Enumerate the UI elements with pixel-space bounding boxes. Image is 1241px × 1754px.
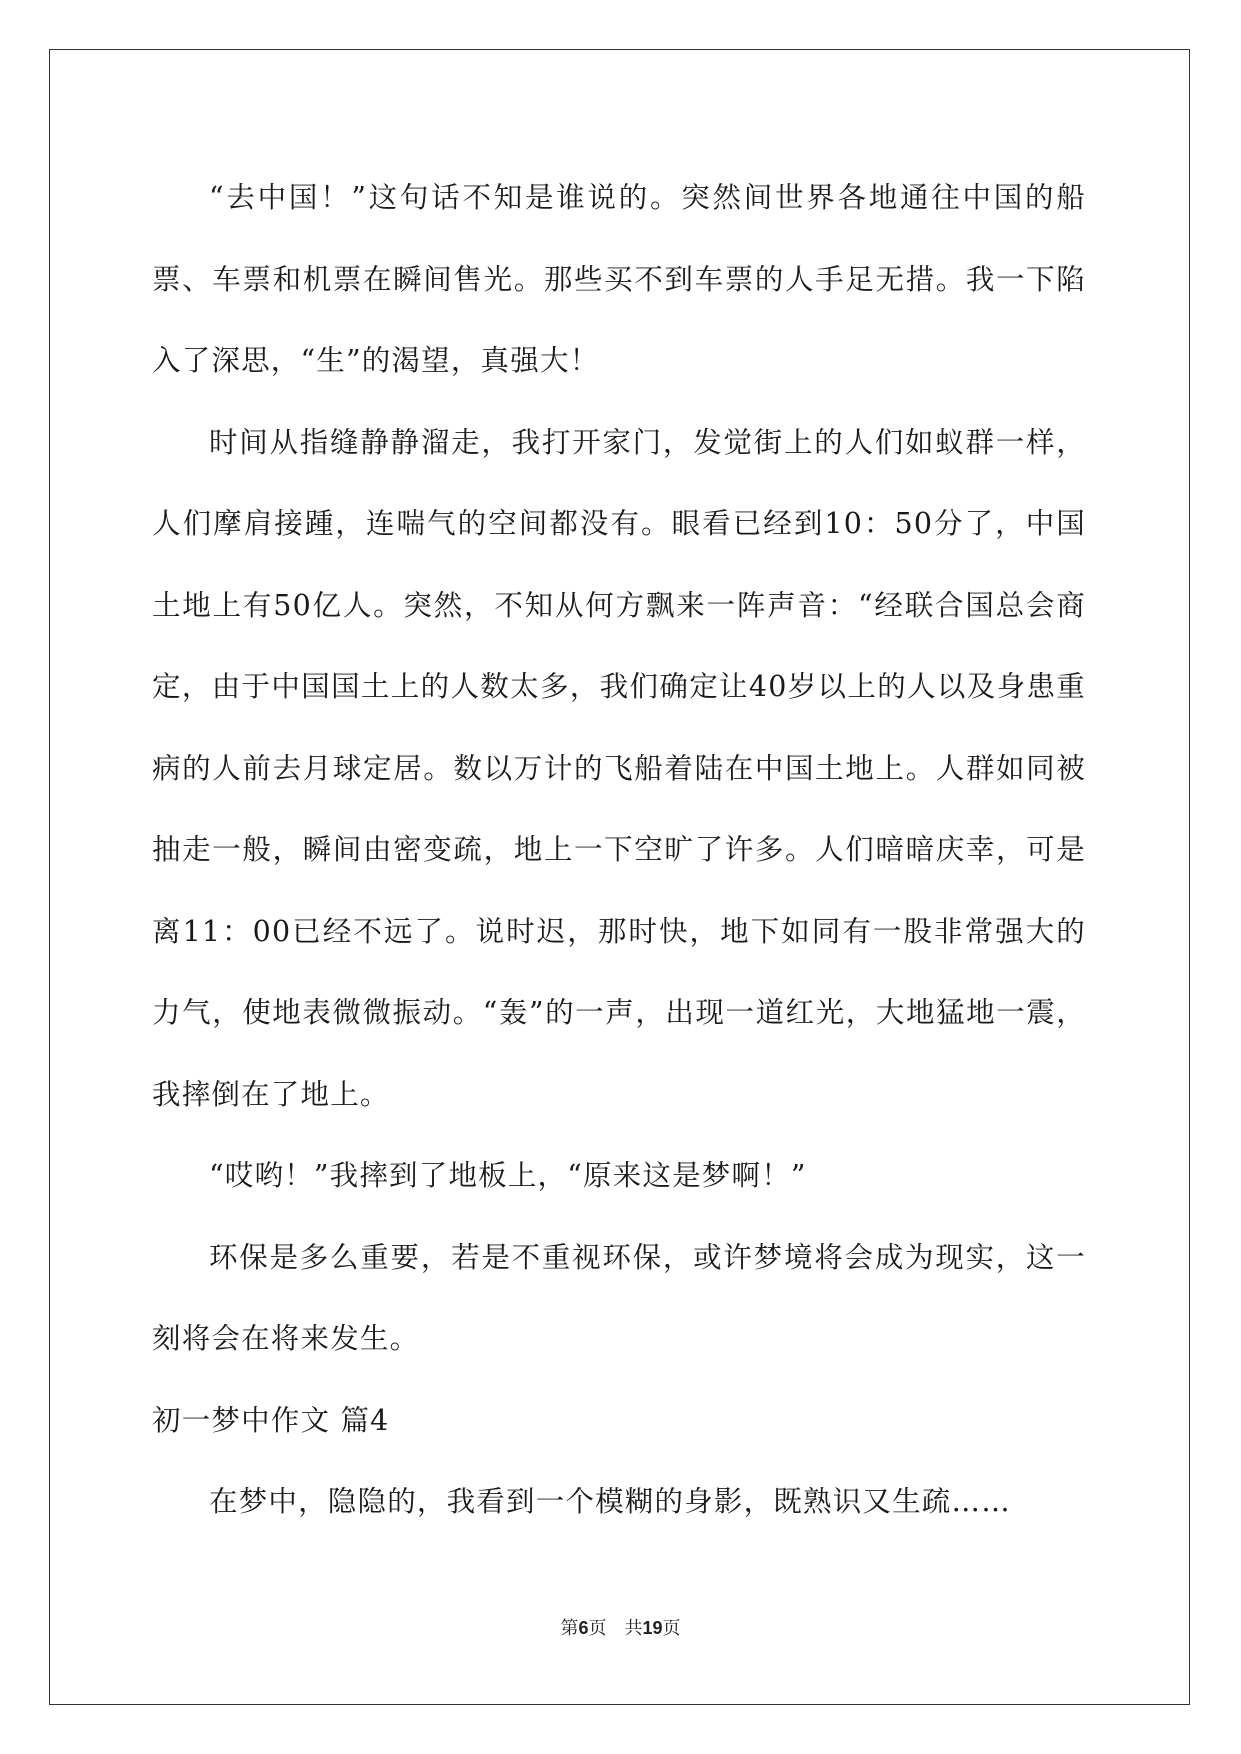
total-prefix: 共 xyxy=(624,1618,643,1639)
paragraph: 时间从指缝静静溜走，我打开家门，发觉街上的人们如蚁群一样，人们摩肩接踵，连喘气的空间都没有。眼看已经到10：50分了，中国土地上有50亿人。突然，不知从何方飘来一阵声音：“经联合国总会商定，由于中国国土上的人数太多，我们确定让40岁以上的人以及身患重病的人前去月球定居。数以万计的飞船着陆在中国土地上。人群如同被抽走一般，瞬间由密变疏，地上一下空旷了许多。人们暗暗庆幸，可是离11：00已经不远了。说时迟，那时快，地下如同有一股非常强大的力气，使地表微微振动。“轰”的一声，出现一道红光，大地猛地一震，我摔倒在了地上。 xyxy=(152,425,1086,1111)
paragraph: 在梦中，隐隐的，我看到一个模糊的身影，既熟识又生疏…… xyxy=(209,1485,1011,1518)
paragraph: 环保是多么重要，若是不重视环保，或许梦境将会成为现实，这一刻将会在将来发生。 xyxy=(152,1240,1086,1355)
page-number: 6 xyxy=(578,1618,589,1638)
total-suffix: 页 xyxy=(662,1618,681,1639)
paragraph: “去中国！”这句话不知是谁说的。突然间世界各地通往中国的船票、车票和机票在瞬间售光。那些买不到车票的人手足无措。我一下陷入了深思，“生”的渴望，真强大！ xyxy=(152,181,1086,377)
page-footer xyxy=(0,1614,1241,1640)
document-body xyxy=(152,157,1086,1543)
page-suffix: 页 xyxy=(588,1618,607,1639)
section-heading: 初一梦中作文 篇4 xyxy=(152,1403,390,1437)
paragraph: “哎哟！”我摔到了地板上，“原来这是梦啊！” xyxy=(209,1159,807,1192)
total-pages: 19 xyxy=(642,1618,663,1638)
page-prefix: 第 xyxy=(560,1618,579,1639)
